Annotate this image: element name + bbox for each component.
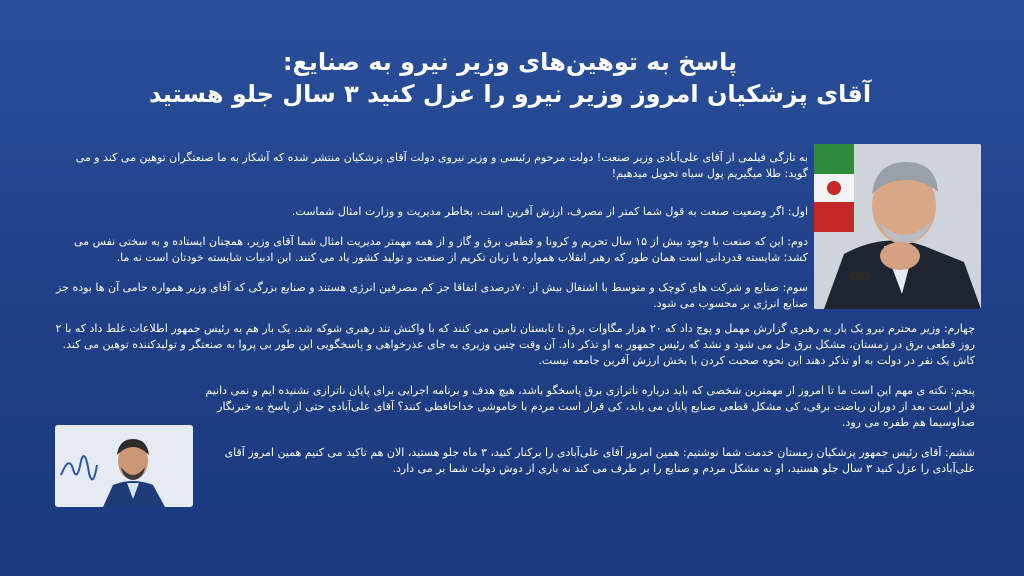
paragraph-second: دوم: این که صنعت با وجود بیش از ۱۵ سال تحریم و کرونا و قطعی برق و گاز و از همه مهمتر مدیریت امثال شما آقای وزیر، همچنان ایستاده و به سختی نفس می کشد؛ شایسته قدردانی است همان طور که رهبر انقلاب همواره با زبان تکریم از صنعت و تولید کشور یاد می کنند. این ادبیات شایسته خودتان است نه ما. — [74, 235, 808, 264]
article-body — [55, 150, 975, 486]
paragraph-fifth: پنجم: نکته ی مهم این است ما تا امروز از مهمترین شخصی که باید درباره ناترازی برق پاسخگو باشد، هیچ هدف و برنامه اجرایی برای پایان ناترازی نشنیده ایم و نمی دانیم قرار است بعد از دوران ریاضت برقی، کی مشکل قطعی صنایع پایان می یابد، کی قرار است مردم با خاموشی خداحافظی کنند؟ آقای علی‌آبادی حتی از پاسخ به خبرنگار صداوسیما هم طفره می رود. — [205, 384, 975, 429]
headline — [120, 46, 900, 110]
paragraph-sixth: ششم: آقای رئیس جمهور پزشکیان زمستان خدمت شما نوشتیم: همین امروز آقای علی‌آبادی را برکنار کنید، ۳ ماه جلو هستید، الان هم تاکید می کنیم همین امروز آقای علی‌آبادی را عزل کنید ۳ سال جلو هستید، او نه مشکل مردم و صنایع را بر طرف می کند نه باری از دوش دولت شما بر می دارد. — [224, 446, 975, 475]
headline-line-1: پاسخ به توهین‌های وزیر نیرو به صنایع: — [282, 48, 738, 76]
paragraph-third: سوم: صنایع و شرکت های کوچک و متوسط با اشتغال بیش از ۷۰درصدی اتفاقا جز کم مصرفین انرژی هستند و صنایع بزرگی که آقای وزیر همواره حامی آن ها بوده جز صنایع انرژی بر محسوب می شود. — [56, 281, 808, 310]
headline-line-2: آقای پزشکیان امروز وزیر نیرو را عزل کنید ۳ سال جلو هستید — [148, 80, 872, 108]
paragraph-first: اول: اگر وضعیت صنعت به قول شما کمتر از مصرف، ارزش آفرین است، بخاطر مدیریت و وزارت امثال شماست. — [291, 205, 808, 218]
paragraph-fourth: چهارم: وزیر محترم نیرو یک بار به رهبری گزارش مهمل و پوچ داد که ۲۰ هزار مگاوات برق تا تابستان تامین می کنند که با واکنش تند رهبری شوکه شد، یک بار هم به رئیس جمهور اطلاعات غلط داد که با ۲ روز قطعی برق در زمستان، مشکل برق حل می شود و نشد که رئیس جمهور به او تذکر داد. آن وقت چنین وزیری به جای عذرخواهی و پاسخگویی این طور بی پروا به صنعتگر و تولیدکننده توهین می کند. کاش یک نفر در دولت به او تذکر دهند این نحوه صحبت کردن با بخش ارزش آفرین جامعه نیست. — [55, 322, 975, 367]
paragraph-intro: به تازگی فیلمی از آقای علی‌آبادی وزیر صنعت! دولت مرحوم رئیسی و وزیر نیروی دولت آقای پزشکیان منتشر شده که آشکار به ما صنعتگران توهین می کند و می گوید: طلا میگیریم پول سیاه تحویل میدهیم! — [75, 151, 808, 180]
